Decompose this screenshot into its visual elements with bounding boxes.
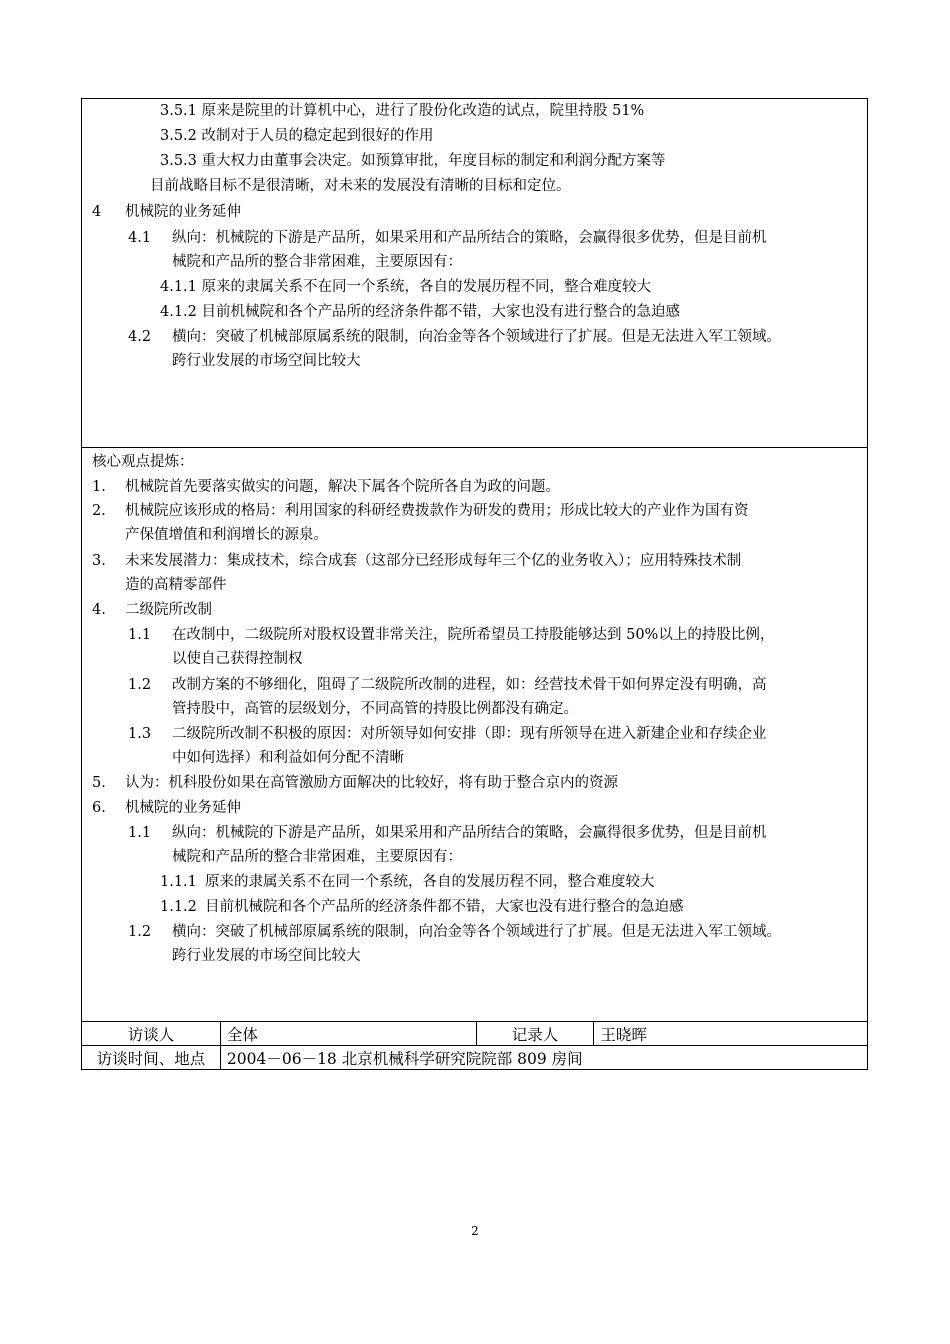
item-4-heading: 机械院的业务延伸 <box>125 204 241 220</box>
item-4-2-text-cont: 跨行业发展的市场空间比较大 <box>172 353 361 369</box>
core-number-4-1-1: 1.1 <box>128 627 152 643</box>
item-4-1-1: 4.1.1 原来的隶属关系不在同一个系统，各自的发展历程不同，整合难度较大 <box>160 279 652 295</box>
core-number-3: 3. <box>92 553 106 569</box>
item-3-5-2: 3.5.2 改制对于人员的稳定起到很好的作用 <box>160 128 434 144</box>
core-number-4-1-3: 1.3 <box>128 726 152 742</box>
core-item-1-1-1: 原来的隶属关系不在同一个系统，各自的发展历程不同，整合难度较大 <box>205 874 655 890</box>
item-4-2-text: 横向：突破了机械部原属系统的限制，向冶金等各个领域进行了扩展。但是无法进入军工领域。 <box>172 329 781 345</box>
interviewer-value: 全体 <box>220 1022 476 1046</box>
core-number-4-1-2: 1.2 <box>128 677 152 693</box>
interviewer-row <box>82 1022 868 1046</box>
core-item-4-1-3: 二级院所改制不积极的原因：对所领导如何安排（即：现有所领导在进入新建企业和存续企业 <box>172 726 767 742</box>
item-4-1-2: 4.1.2 目前机械院和各个产品所的经济条件都不错，大家也没有进行整合的急迫感 <box>160 304 681 320</box>
core-item-4-1-3-cont: 中如何选择）和利益如何分配不清晰 <box>172 750 404 766</box>
core-number-2: 2. <box>92 503 106 519</box>
strategy-note: 目前战略目标不是很清晰，对未来的发展没有清晰的目标和定位。 <box>150 178 571 194</box>
item-number-4-2: 4.2 <box>128 329 152 345</box>
core-item-6-1-2: 横向：突破了机械部原属系统的限制，向冶金等各个领域进行了扩展。但是无法进入军工领域。 <box>172 924 781 940</box>
recorder-value: 王晓晖 <box>594 1022 868 1046</box>
time-place-label: 访谈时间、地点 <box>82 1046 221 1070</box>
core-number-6-1-1: 1.1 <box>128 825 152 841</box>
core-number-4: 4. <box>92 602 106 618</box>
core-item-3-cont: 造的高精零部件 <box>125 577 227 593</box>
core-item-4-1-1: 在改制中，二级院所对股权设置非常关注，院所希望员工持股能够达到 50%以上的持股比例， <box>172 627 775 643</box>
core-number-1-1-2: 1.1.2 <box>160 899 197 915</box>
core-item-5: 认为：机科股份如果在高管激励方面解决的比较好，将有助于整合京内的资源 <box>125 775 618 791</box>
core-item-2-cont: 产保值增值和利润增长的源泉。 <box>125 527 328 543</box>
interviewer-label: 访谈人 <box>82 1022 221 1046</box>
core-item-1: 机械院首先要落实做实的问题，解决下属各个院所各自为政的问题。 <box>125 479 560 495</box>
item-number-4: 4 <box>92 204 102 220</box>
item-number-4-1: 4.1 <box>128 230 152 246</box>
core-item-4-1-2-cont: 管持股中，高管的层级划分，不同高管的持股比例都没有确定。 <box>172 701 578 717</box>
core-number-1: 1. <box>92 479 106 495</box>
core-item-6: 机械院的业务延伸 <box>125 800 241 816</box>
page-number: 2 <box>471 1224 479 1238</box>
core-item-2: 机械院应该形成的格局：利用国家的科研经费拨款作为研发的费用；形成比较大的产业作为国有资 <box>125 503 749 519</box>
core-item-3: 未来发展潜力：集成技术，综合成套（这部分已经形成每年三个亿的业务收入）；应用特殊技术制 <box>125 553 742 569</box>
item-3-5-1: 3.5.1 原来是院里的计算机中心，进行了股份化改造的试点，院里持股 51% <box>160 103 645 119</box>
core-item-4-1-1-cont: 以使自己获得控制权 <box>172 651 303 667</box>
item-4-1-text-cont: 械院和产品所的整合非常困难，主要原因有： <box>172 254 462 270</box>
core-item-6-1-1: 纵向：机械院的下游是产品所，如果采用和产品所结合的策略，会赢得很多优势，但是目前机 <box>172 825 767 841</box>
core-number-1-1-1: 1.1.1 <box>160 874 197 890</box>
core-number-5: 5. <box>92 775 106 791</box>
core-number-6-1-2: 1.2 <box>128 924 152 940</box>
core-item-6-1-1-cont: 械院和产品所的整合非常困难，主要原因有： <box>172 849 462 865</box>
interview-info-table <box>81 1021 868 1070</box>
time-place-row <box>82 1046 868 1070</box>
core-item-4: 二级院所改制 <box>125 602 212 618</box>
core-item-4-1-2: 改制方案的不够细化，阻碍了二级院所改制的进程，如：经营技术骨干如何界定没有明确，高 <box>172 677 767 693</box>
core-item-1-1-2: 目前机械院和各个产品所的经济条件都不错，大家也没有进行整合的急迫感 <box>205 899 684 915</box>
core-number-6: 6. <box>92 800 106 816</box>
item-3-5-3: 3.5.3 重大权力由董事会决定。如预算审批，年度目标的制定和利润分配方案等 <box>160 153 666 169</box>
core-title: 核心观点提炼： <box>92 454 194 470</box>
item-4-1-text: 纵向：机械院的下游是产品所，如果采用和产品所结合的策略，会赢得很多优势，但是目前机 <box>172 230 767 246</box>
recorder-label: 记录人 <box>476 1022 594 1046</box>
core-item-6-1-2-cont: 跨行业发展的市场空间比较大 <box>172 948 361 964</box>
time-place-value: 2004－06－18 北京机械科学研究院院部 809 房间 <box>220 1046 867 1070</box>
